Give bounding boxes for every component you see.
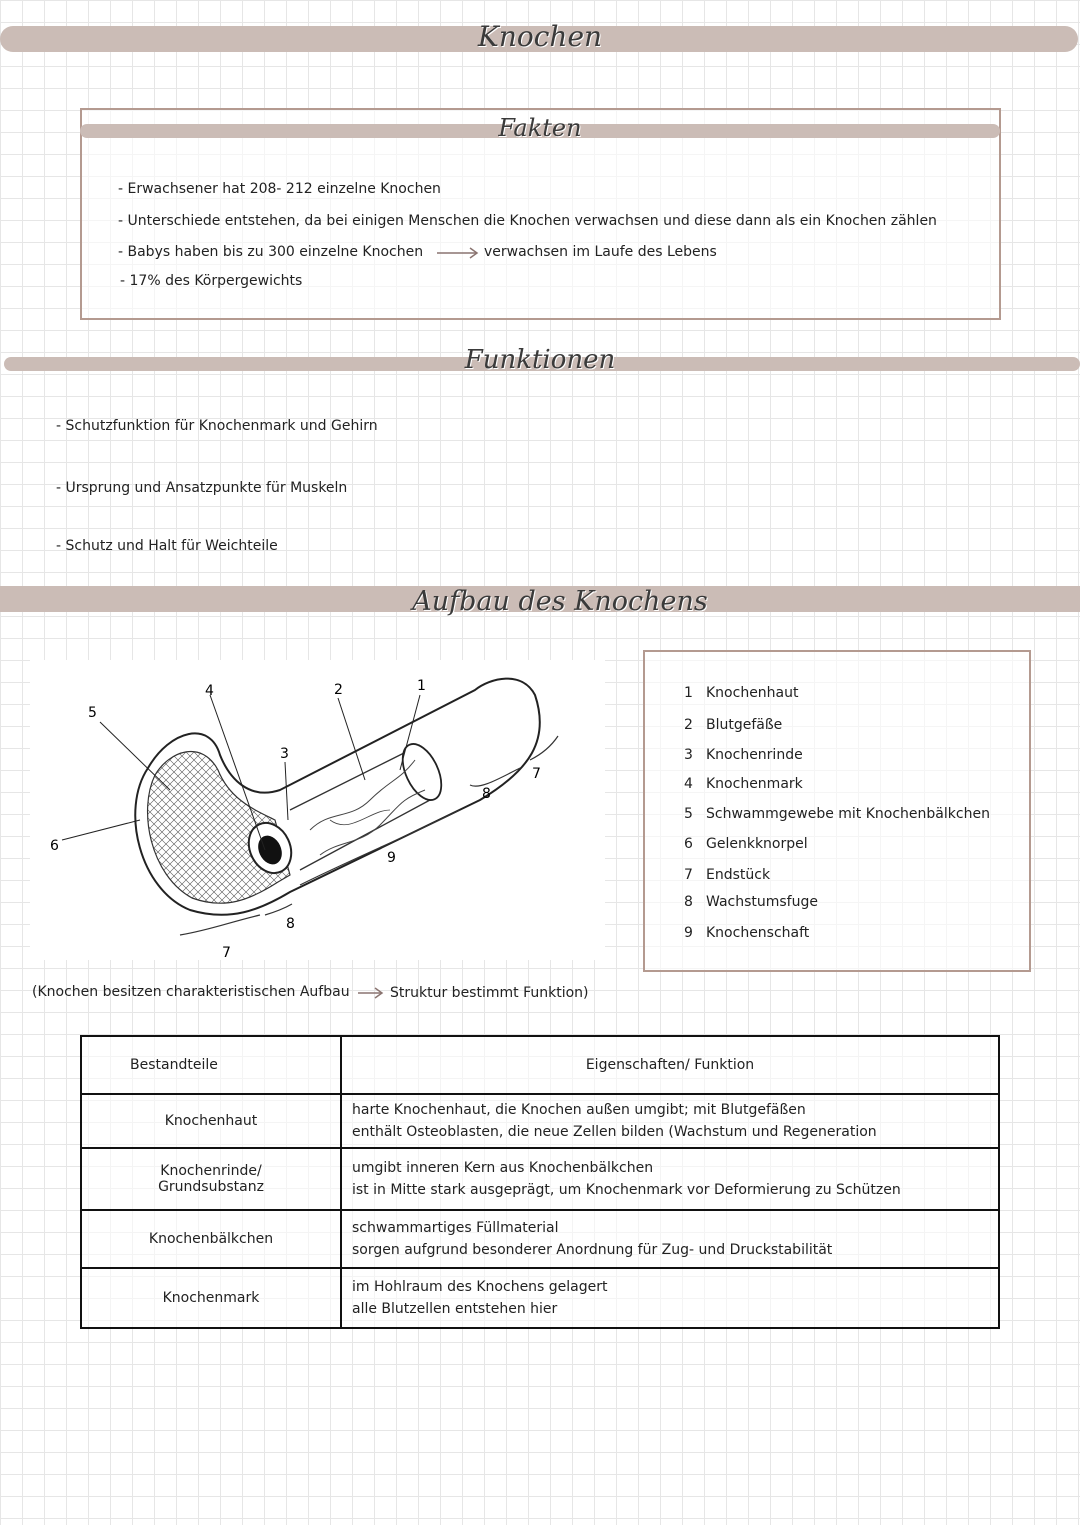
function-1: - Schutzfunktion für Knochenmark und Gehirn	[56, 418, 378, 434]
page-title: Knochen	[477, 20, 603, 53]
table-header-row	[81, 1036, 999, 1094]
diagram-label-9: 9	[387, 850, 396, 866]
fact-4: - 17% des Körpergewichts	[120, 273, 303, 289]
table-cell-desc: harte Knochenhaut, die Knochen außen umgibt; mit Blutgefäßen enthält Osteoblasten, die neue Zellen bilden (Wachstum und Regeneration	[341, 1094, 999, 1148]
structure-note-left: (Knochen besitzen charakteristischen Aufbau	[32, 984, 350, 1000]
fact-3: - Babys haben bis zu 300 einzelne Knochen	[118, 244, 424, 260]
table-header-desc: Eigenschaften/ Funktion	[585, 1057, 755, 1073]
diagram-label-8-bottom: 8	[286, 916, 295, 932]
diagram-label-4: 4	[205, 683, 214, 699]
function-2: - Ursprung und Ansatzpunkte für Muskeln	[56, 480, 348, 496]
bone-diagram	[30, 660, 605, 960]
diagram-label-7-top: 7	[532, 766, 541, 782]
arrow-icon	[437, 246, 481, 260]
functions-title: Funktionen	[464, 345, 616, 375]
table-row	[81, 1148, 999, 1210]
facts-title: Fakten	[498, 114, 582, 142]
structure-note-right: Struktur bestimmt Funktion)	[390, 985, 589, 1001]
table-cell-part: Knochenhaut	[81, 1094, 341, 1148]
table-row	[81, 1094, 999, 1148]
legend-item-8: 8 Wachstumsfuge	[684, 894, 818, 910]
table-cell-desc: schwammartiges Füllmaterial sorgen aufgrund besonderer Anordnung für Zug- und Druckstabilität	[341, 1210, 999, 1268]
diagram-label-3: 3	[280, 746, 289, 762]
legend-item-5: 5 Schwammgewebe mit Knochenbälkchen	[684, 806, 990, 822]
diagram-label-2: 2	[334, 682, 343, 698]
fact-arrow-text: verwachsen im Laufe des Lebens	[484, 244, 717, 260]
function-3: - Schutz und Halt für Weichteile	[56, 538, 278, 554]
legend-item-1: 1 Knochenhaut	[684, 685, 799, 701]
table-cell-desc: im Hohlraum des Knochens gelagert alle Blutzellen entstehen hier	[341, 1268, 999, 1328]
legend-item-2: 2 Blutgefäße	[684, 717, 783, 733]
table-row	[81, 1210, 999, 1268]
table-cell-part: Knochenrinde/ Grundsubstanz	[81, 1148, 341, 1210]
legend-item-7: 7 Endstück	[684, 867, 771, 883]
legend-item-6: 6 Gelenkknorpel	[684, 836, 808, 852]
diagram-label-7-bottom: 7	[222, 945, 231, 960]
legend-item-3: 3 Knochenrinde	[684, 747, 803, 763]
table-row	[81, 1268, 999, 1328]
table-cell-desc: umgibt inneren Kern aus Knochenbälkchen ist in Mitte stark ausgeprägt, um Knochenmark vor Deformierung zu Schützen	[341, 1148, 999, 1210]
diagram-label-5: 5	[88, 705, 97, 721]
diagram-label-1: 1	[417, 678, 426, 694]
fact-2: - Unterschiede entstehen, da bei einigen Menschen die Knochen verwachsen und diese dann als ein Knochen zählen	[118, 213, 937, 229]
properties-table	[80, 1035, 1000, 1329]
diagram-label-8-top: 8	[482, 786, 491, 802]
table-cell-part: Knochenmark	[81, 1268, 341, 1328]
diagram-label-6: 6	[50, 838, 59, 854]
table-cell-part: Knochenbälkchen	[81, 1210, 341, 1268]
legend-item-9: 9 Knochenschaft	[684, 925, 810, 941]
fact-1: - Erwachsener hat 208- 212 einzelne Knochen	[118, 181, 441, 197]
legend-item-4: 4 Knochenmark	[684, 776, 803, 792]
table-header-part: Bestandteile	[81, 1036, 341, 1094]
structure-title: Aufbau des Knochens	[412, 586, 708, 617]
arrow-icon	[358, 985, 386, 1001]
